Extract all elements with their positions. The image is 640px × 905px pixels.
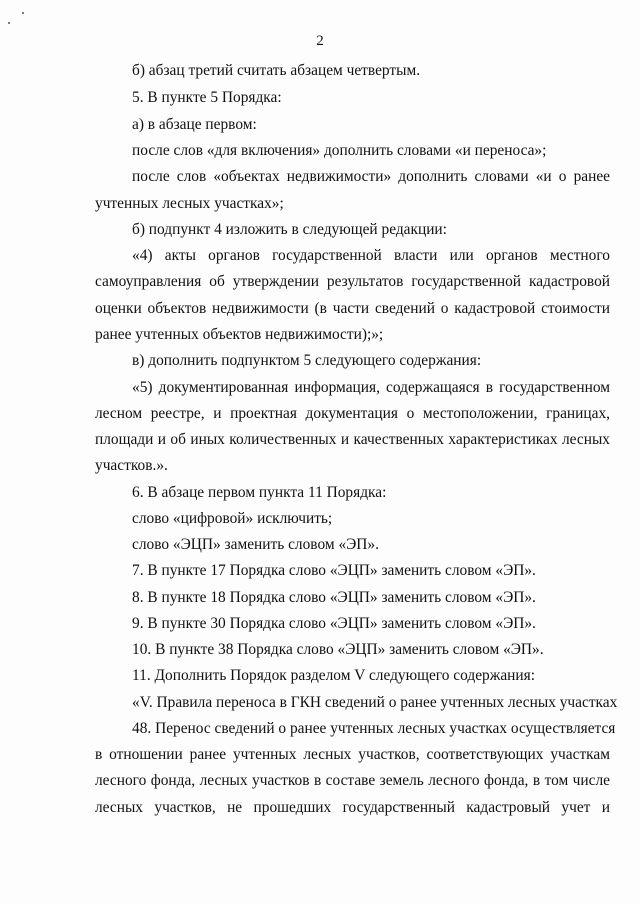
text-line: самоуправления об утверждении результатов государственной кадастровой — [95, 273, 610, 290]
text-line: «4) акты органов государственной власти или органов местного — [132, 247, 610, 264]
text-line: б) подпункт 4 изложить в следующей редакции: — [132, 221, 447, 238]
text-line: 5. В пункте 5 Порядка: — [132, 89, 282, 106]
scan-speck — [22, 12, 24, 14]
text-line: лесных участков, не прошедших государственный кадастровый учет и — [95, 799, 610, 816]
text-line: учтенных лесных участках»; — [95, 195, 284, 212]
text-line: лесном реестре, и проектная документация о местоположении, границах, — [95, 405, 610, 422]
page-number: 2 — [316, 33, 324, 49]
text-line: 48. Перенос сведений о ранее учтенных лесных участках осуществляется — [132, 720, 616, 737]
text-line: участков.». — [95, 457, 168, 474]
text-line: после слов «для включения» дополнить словами «и переноса»; — [132, 142, 547, 159]
text-line: 7. В пункте 17 Порядка слово «ЭЦП» заменить словом «ЭП». — [132, 562, 536, 579]
text-line: а) в абзаце первом: — [132, 116, 257, 133]
scan-speck — [8, 22, 10, 24]
text-line: «5) документированная информация, содержащаяся в государственном — [132, 379, 610, 396]
text-line: слово «ЭЦП» заменить словом «ЭП». — [132, 536, 379, 553]
text-line: после слов «объектах недвижимости» дополнить словами «и о ранее — [132, 168, 610, 185]
section-heading: «V. Правила переноса в ГКН сведений о ранее учтенных лесных участках — [132, 694, 618, 711]
text-line: 9. В пункте 30 Порядка слово «ЭЦП» заменить словом «ЭП». — [132, 615, 536, 632]
text-line: в отношении ранее учтенных лесных участков, соответствующих участкам — [95, 746, 610, 763]
text-line: б) абзац третий считать абзацем четвертым. — [132, 62, 421, 79]
text-line: 8. В пункте 18 Порядка слово «ЭЦП» заменить словом «ЭП». — [132, 589, 536, 606]
text-line: слово «цифровой» исключить; — [132, 510, 333, 527]
text-line: в) дополнить подпунктом 5 следующего содержания: — [132, 352, 482, 369]
text-line: оценки объектов недвижимости (в части сведений о кадастровой стоимости — [95, 300, 610, 317]
text-line: 10. В пункте 38 Порядка слово «ЭЦП» заменить словом «ЭП». — [132, 641, 544, 658]
text-line: 6. В абзаце первом пункта 11 Порядка: — [132, 484, 387, 501]
text-line: лесного фонда, лесных участков в составе земель лесного фонда, в том числе — [95, 772, 610, 789]
text-line: площади и об иных количественных и качественных характеристиках лесных — [95, 431, 610, 448]
text-line: 11. Дополнить Порядок разделом V следующего содержания: — [132, 667, 536, 684]
text-line: ранее учтенных объектов недвижимости);»; — [95, 326, 384, 343]
